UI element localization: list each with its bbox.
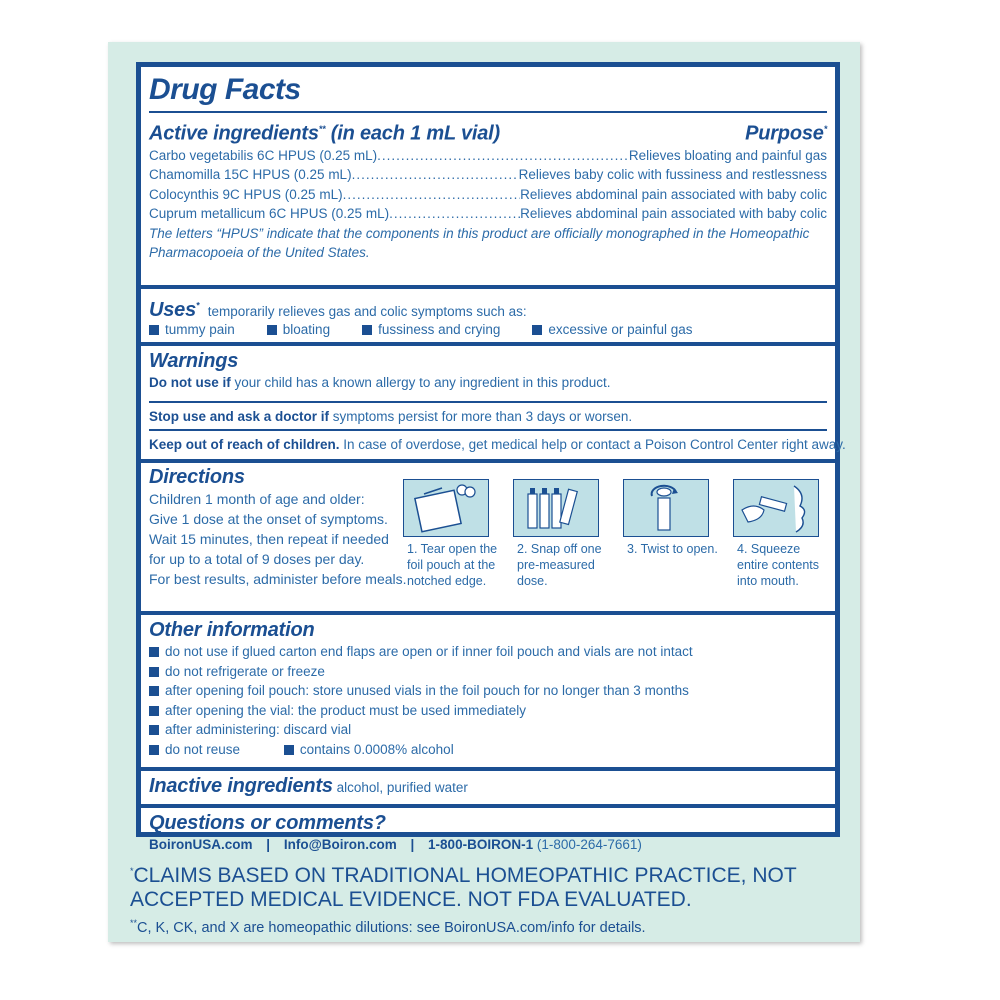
keep-out-warning: Keep out of reach of children. In case of overdose, get medical help or contact a Poison Control Center right away. — [149, 437, 846, 452]
bullet-square — [149, 686, 159, 696]
other-information-item: do not use if glued carton end flaps are open or if inner foil pouch and vials are not intact — [149, 642, 827, 662]
claims-footnote: *CLAIMS BASED ON TRADITIONAL HOMEOPATHIC PRACTICE, NOT ACCEPTED MEDICAL EVIDENCE. NOT FDA EVALUATED. — [130, 864, 797, 911]
section-divider — [141, 342, 835, 346]
do-not-use-warning: Do not use if your child has a known allergy to any ingredient in this product. — [149, 375, 611, 390]
other-information-item: after opening the vial: the product must be used immediately — [149, 701, 827, 721]
purpose-heading: Purpose* — [745, 122, 827, 145]
questions-heading: Questions or comments? — [149, 812, 386, 834]
warnings-divider — [149, 429, 827, 431]
drug-facts-panel — [136, 62, 846, 852]
directions-heading: Directions — [149, 466, 245, 488]
ingredient-row — [149, 146, 827, 166]
warnings-divider — [149, 401, 827, 403]
hpus-note-line-1: The letters “HPUS” indicate that the components in this product are officially monographed in the Homeopathic — [149, 225, 810, 241]
foil-pouch-icon — [403, 479, 489, 537]
section-divider — [141, 804, 835, 808]
vials-icon — [513, 479, 599, 537]
email-link[interactable]: Info@Boiron.com — [283, 837, 397, 852]
uses-item: bloating — [267, 320, 330, 340]
leader-dots — [343, 185, 521, 205]
bullet-square — [267, 325, 277, 335]
ingredient-name: Carbo vegetabilis 6C HPUS (0.25 mL) — [149, 147, 378, 163]
uses-item: fussiness and crying — [362, 320, 500, 340]
bullet-square — [149, 667, 159, 677]
other-information-heading: Other information — [149, 619, 315, 641]
other-information-section — [141, 618, 835, 759]
step-3-caption: 3. Twist to open. — [627, 542, 718, 556]
bullet-square — [149, 647, 159, 657]
step-2-caption: 2. Snap off one pre-measured dose. — [517, 542, 602, 588]
uses-item: tummy pain — [149, 320, 235, 340]
questions-section — [141, 811, 835, 855]
bullet-square — [149, 706, 159, 716]
directions-line: Give 1 dose at the onset of symptoms. — [149, 511, 388, 527]
dilutions-footnote: **C, K, CK, and X are homeopathic dilutions: see BoironUSA.com/info for details. — [130, 918, 646, 936]
step-4-caption: 4. Squeeze entire contents into mouth. — [737, 542, 819, 588]
ingredient-list — [149, 146, 827, 224]
stop-use-row — [141, 407, 835, 427]
directions-line: For best results, administer before meals. — [149, 571, 407, 587]
warnings-section — [141, 349, 835, 393]
bullet-square — [149, 745, 159, 755]
bullet-square — [362, 325, 372, 335]
uses-intro: temporarily relieves gas and colic symptoms such as: — [207, 303, 527, 319]
leader-dots — [389, 204, 520, 224]
step-1-caption: 1. Tear open the foil pouch at the notched edge. — [407, 542, 498, 588]
uses-list — [149, 320, 827, 340]
leader-dots — [352, 165, 519, 185]
inactive-ingredients-text: alcohol, purified water — [332, 780, 468, 795]
active-ingredients-section — [141, 117, 835, 263]
section-divider — [141, 285, 835, 289]
bullet-square — [532, 325, 542, 335]
keep-out-row — [141, 435, 846, 455]
directions-line: Children 1 month of age and older: — [149, 491, 365, 507]
drug-facts-title: Drug Facts — [149, 73, 301, 106]
hpus-note-line-2: Pharmacopoeia of the United States. — [149, 245, 370, 261]
warnings-heading: Warnings — [149, 350, 239, 372]
ingredient-purpose: Relieves bloating and painful gas — [628, 147, 827, 163]
ingredient-name: Cuprum metallicum 6C HPUS (0.25 mL) — [149, 206, 390, 222]
uses-item: excessive or painful gas — [532, 320, 692, 340]
directions-line: Wait 15 minutes, then repeat if needed — [149, 531, 389, 547]
ingredient-row — [149, 165, 827, 185]
bullet-square — [149, 325, 159, 335]
leader-dots — [377, 146, 629, 166]
website-link[interactable]: BoironUSA.com — [149, 837, 253, 852]
other-information-item: do not refrigerate or freeze — [149, 662, 827, 682]
other-information-list — [149, 642, 827, 740]
ingredient-row — [149, 185, 827, 205]
squeeze-mouth-icon — [733, 479, 819, 537]
other-last-row: do not reuse contains 0.0008% alcohol — [149, 740, 827, 760]
directions-line: for up to a total of 9 doses per day. — [149, 551, 365, 567]
bullet-square — [149, 725, 159, 735]
uses-section — [141, 293, 835, 339]
direction-step-2 — [513, 479, 609, 589]
phone-numeric: (1-800-264-7661) — [533, 837, 642, 852]
other-information-item: after administering: discard vial — [149, 720, 827, 740]
active-ingredients-heading: Active ingredients** (in each 1 mL vial) — [149, 122, 500, 145]
ingredient-name: Colocynthis 9C HPUS (0.25 mL) — [149, 186, 343, 202]
ingredient-row — [149, 204, 827, 224]
ingredient-purpose: Relieves abdominal pain associated with baby colic — [520, 186, 827, 202]
direction-step-3 — [623, 479, 719, 557]
ingredient-purpose: Relieves baby colic with fussiness and restlessness — [518, 167, 827, 183]
direction-step-4 — [733, 479, 829, 589]
carton-panel — [108, 42, 860, 942]
inactive-ingredients-section — [141, 774, 835, 798]
bullet-square — [284, 745, 294, 755]
title-divider — [149, 111, 827, 113]
separator: | — [266, 837, 271, 852]
contact-line — [149, 835, 827, 855]
section-divider — [141, 767, 835, 771]
phone-number: 1-800-BOIRON-1 — [428, 837, 534, 852]
stop-use-warning: Stop use and ask a doctor if symptoms persist for more than 3 days or worsen. — [149, 409, 633, 424]
direction-step-1 — [403, 479, 499, 589]
section-divider — [141, 459, 835, 463]
section-divider — [141, 611, 835, 615]
inactive-ingredients-heading: Inactive ingredients — [149, 775, 333, 797]
other-information-item: after opening foil pouch: store unused vials in the foil pouch for no longer than 3 months — [149, 681, 827, 701]
ingredient-purpose: Relieves abdominal pain associated with baby colic — [520, 206, 827, 222]
uses-heading: Uses* — [149, 298, 200, 321]
twist-vial-icon — [623, 479, 709, 537]
separator: | — [410, 837, 415, 852]
ingredient-name: Chamomilla 15C HPUS (0.25 mL) — [149, 167, 352, 183]
directions-section — [141, 465, 835, 605]
